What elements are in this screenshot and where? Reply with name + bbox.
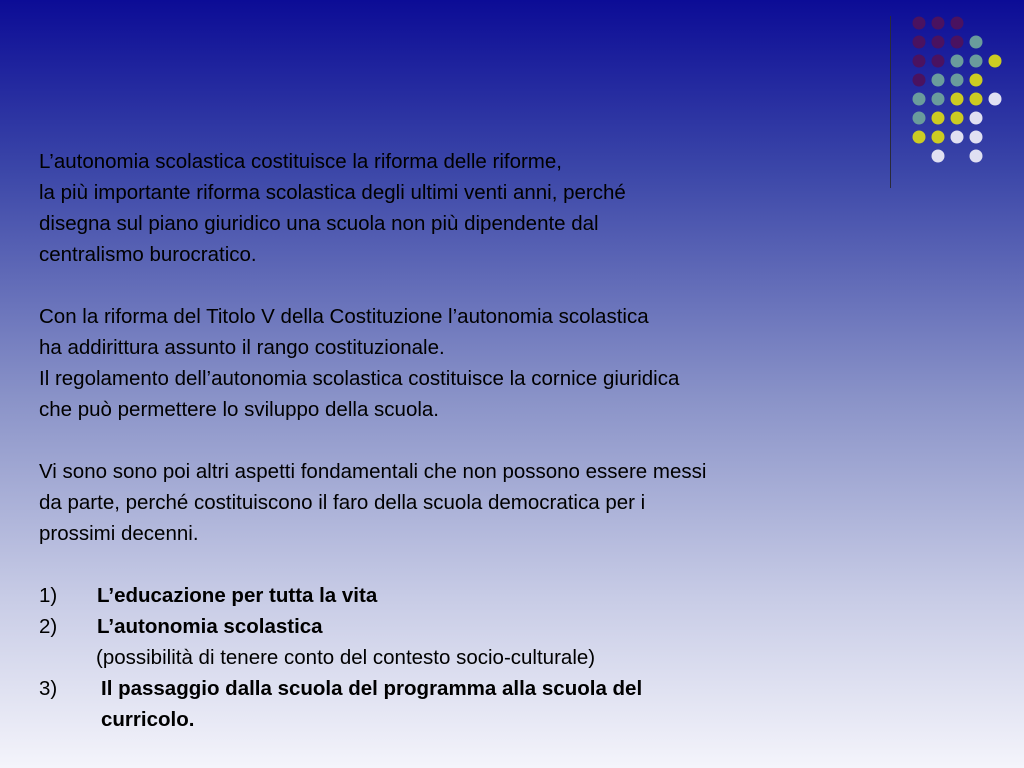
numbered-list [39, 580, 899, 735]
list-item-3 [39, 673, 899, 704]
list-item-1 [39, 580, 899, 611]
decorative-dot [970, 93, 983, 106]
decorative-dot [989, 55, 1002, 68]
slide-body [39, 146, 899, 735]
decorative-dot [913, 36, 926, 49]
list-item-3-continuation: curricolo. [101, 708, 195, 731]
list-text: Il passaggio dalla scuola del programma alla scuola del [101, 677, 643, 700]
decorative-dot [913, 17, 926, 30]
decorative-dot [970, 131, 983, 144]
list-item-2-subtext: (possibilità di tenere conto del contesto socio-culturale) [96, 646, 596, 669]
list-number: 1) [39, 584, 58, 607]
decorative-dot [970, 112, 983, 125]
decorative-dot [913, 55, 926, 68]
text-line: disegna sul piano giuridico una scuola non più dipendente dal [39, 212, 599, 235]
decorative-dot [970, 55, 983, 68]
decorative-dot [913, 131, 926, 144]
text-line: Vi sono sono poi altri aspetti fondamentali che non possono essere messi [39, 460, 707, 483]
decorative-dot [951, 17, 964, 30]
decorative-dot [913, 112, 926, 125]
decorative-dot [932, 112, 945, 125]
decorative-dot [932, 150, 945, 163]
decorative-dot [913, 93, 926, 106]
paragraph-3 [39, 456, 899, 549]
decorative-dot [913, 74, 926, 87]
decorative-dot [932, 17, 945, 30]
list-number: 2) [39, 615, 58, 638]
text-line: da parte, perché costituiscono il faro della scuola democratica per i [39, 491, 646, 514]
decorative-dot [951, 74, 964, 87]
decorative-dot [932, 131, 945, 144]
paragraph-2 [39, 301, 899, 425]
list-number: 3) [39, 677, 58, 700]
list-text: L’educazione per tutta la vita [97, 584, 378, 607]
decorative-dot [951, 112, 964, 125]
decorative-dot [951, 93, 964, 106]
text-line: ha addirittura assunto il rango costituzionale. [39, 336, 445, 359]
decorative-dot [932, 55, 945, 68]
text-line: Il regolamento dell’autonomia scolastica costituisce la cornice giuridica [39, 367, 680, 390]
decorative-dot [932, 93, 945, 106]
decorative-dot [970, 150, 983, 163]
decorative-dot [932, 74, 945, 87]
decorative-dot [951, 55, 964, 68]
decorative-dot [970, 74, 983, 87]
decorative-dot [951, 131, 964, 144]
paragraph-1 [39, 146, 899, 270]
text-line: centralismo burocratico. [39, 243, 257, 266]
decorative-dot [932, 36, 945, 49]
list-text: L’autonomia scolastica [97, 615, 323, 638]
text-line: L’autonomia scolastica costituisce la riforma delle riforme, [39, 150, 562, 173]
decorative-dot [989, 93, 1002, 106]
decorative-dot [970, 36, 983, 49]
text-line: Con la riforma del Titolo V della Costituzione l’autonomia scolastica [39, 305, 649, 328]
decorative-dot [951, 36, 964, 49]
text-line: prossimi decenni. [39, 522, 199, 545]
text-line: che può permettere lo sviluppo della scuola. [39, 398, 439, 421]
text-line: la più importante riforma scolastica degli ultimi venti anni, perché [39, 181, 626, 204]
list-item-2 [39, 611, 899, 642]
